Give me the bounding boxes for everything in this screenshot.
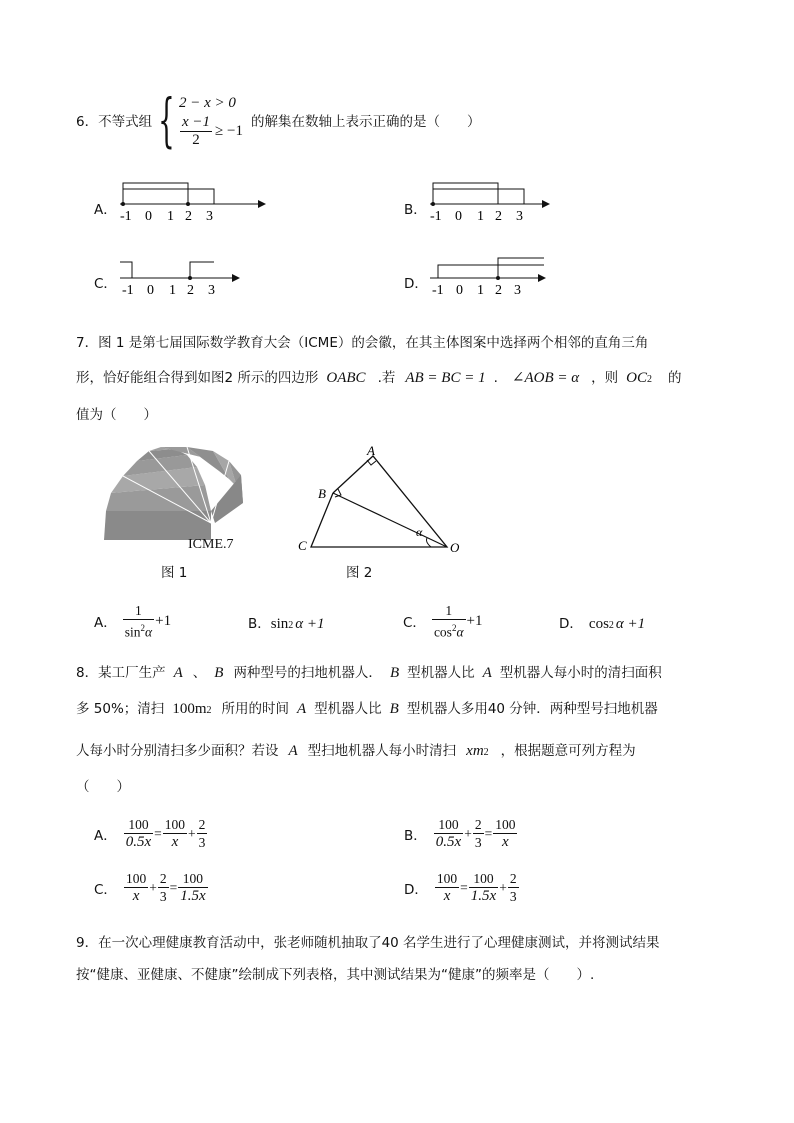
q6-a-bracket-1 <box>123 183 188 204</box>
q6-b-bracket-2 <box>433 189 524 204</box>
q7-a-den-power: 2 <box>140 623 146 633</box>
q7-line-1: 7．图 1 是第七届国际数学教育大会（ICME）的会徽，在其主体图案中选择两个相邻的直角三角 <box>76 335 649 351</box>
q6-a-tick-0: 0 <box>145 209 152 224</box>
q8-line-4: （ ） <box>76 779 130 795</box>
q8-b-frac-2 <box>473 816 484 851</box>
q6-c-bracket-right <box>190 262 214 278</box>
q8-d-f3-num: 2 <box>509 871 517 886</box>
q8-l3-xm: xm <box>466 743 484 759</box>
q7-option-a[interactable] <box>94 602 171 641</box>
q7-quad-name: OABC <box>326 370 366 386</box>
q8-b-f2-den: 3 <box>474 835 482 850</box>
q8-l1-e: 型机器人每小时的清扫面积 <box>499 665 662 681</box>
q7-a-den-func: sin <box>124 624 141 640</box>
q8-l2-B: B <box>389 701 399 717</box>
q8-option-d[interactable] <box>404 870 520 905</box>
q6-fraction <box>180 114 212 149</box>
q8-c-f1-num: 100 <box>125 871 147 886</box>
q8-option-d-label: D． <box>404 881 428 898</box>
q8-b-f2-num: 2 <box>474 817 482 832</box>
q6-b-tick-m1: -1 <box>430 209 442 224</box>
q8-option-c-label: C． <box>94 881 117 898</box>
q8-c-f2-den: 3 <box>159 889 167 904</box>
q6-d-tick-1: 1 <box>477 283 484 298</box>
q6-a-tick-1: 1 <box>167 209 174 224</box>
emblem-triangle-1 <box>104 511 211 540</box>
q8-l3-xm-sq: 2 <box>483 747 489 758</box>
q6-relation: ≥ −1 <box>215 122 243 139</box>
q8-d-f3-den: 3 <box>509 889 517 904</box>
q6-c-arrowhead <box>232 274 240 282</box>
q6-a-bracket-2 <box>123 189 214 204</box>
q8-c-f2-num: 2 <box>159 871 167 886</box>
q6-c-tick-m1: -1 <box>122 283 134 298</box>
q8-l3-a: 人每小时分别清扫多少面积？若设 <box>76 743 279 759</box>
q8-b-f1-num: 100 <box>434 816 463 834</box>
q8-l2-b: 所用的时间 <box>221 701 289 717</box>
q7-a-num: 1 <box>123 602 154 620</box>
q8-c-eq: = <box>169 879 178 895</box>
angle-alpha-label: α <box>416 525 423 539</box>
q8-l3-b: 型扫地机器人每小时清扫 <box>307 743 457 759</box>
q6-option-b-label: B． <box>404 202 427 218</box>
q6-b-tick-2: 2 <box>495 209 502 224</box>
q6-c-tick-1: 1 <box>169 283 176 298</box>
q8-option-c[interactable] <box>94 870 209 905</box>
q8-l2-A: A <box>296 701 307 717</box>
q6-option-c-label: C． <box>94 276 117 292</box>
q7-c-num: 1 <box>432 602 466 620</box>
q7-a-den-alpha: α <box>145 624 153 640</box>
q7-figure-2-label: 图 2 <box>346 565 373 581</box>
q7-d-func: cos <box>588 616 609 632</box>
point-A-label: A <box>367 443 375 458</box>
q7-c-tail: +1 <box>466 612 483 629</box>
q8-l1-B: B <box>214 665 224 681</box>
q7-option-b-label: B． <box>248 616 271 632</box>
q8-a-f2-den: x <box>171 834 179 850</box>
q7-eq-angle: ∠AOB = α <box>511 370 580 386</box>
q6-b-bracket-1 <box>433 183 498 204</box>
q7-b-power: 2 <box>288 620 294 631</box>
q6-option-a-label: A． <box>94 202 117 218</box>
q9-line-1: 9．在一次心理健康教育活动中，张老师随机抽取了40 名学生进行了心理健康测试，并将测试结果 <box>76 935 660 951</box>
q7-figure-1-emblem <box>101 443 251 543</box>
q8-l3-A: A <box>288 743 298 759</box>
q8-a-f1-num: 100 <box>124 816 153 834</box>
q8-b-plus: + <box>464 825 472 841</box>
q6-b-tick-0: 0 <box>455 209 462 224</box>
q6-c-tick-0: 0 <box>147 283 154 298</box>
q7-line-3: 值为（ ） <box>76 407 157 423</box>
q6-d-tick-2: 2 <box>495 283 502 298</box>
q8-option-a-label: A． <box>94 827 117 844</box>
q6-a-tick-m1: -1 <box>120 209 132 224</box>
q6-d-dot-right <box>496 276 500 280</box>
q8-l2-c: 型机器人比 <box>314 701 382 717</box>
q6-b-tick-3: 3 <box>516 209 523 224</box>
q6-number-line-d <box>424 254 584 304</box>
q6-d-bracket-1 <box>438 265 544 278</box>
q7-option-a-fraction <box>123 602 154 641</box>
q8-l1-a: 8．某工厂生产 <box>76 665 166 681</box>
q7-figure-1-label: 图 1 <box>161 565 188 581</box>
q7-d-tail: α +1 <box>615 616 646 632</box>
q8-line-1 <box>76 661 662 682</box>
q7-line2-text-c: ，则 <box>591 370 619 386</box>
q8-l2-a: 多 50%；清扫 <box>76 701 165 717</box>
q7-c-den-power: 2 <box>451 623 457 633</box>
q6-number-line-a <box>114 180 274 230</box>
point-B-label: B <box>318 486 326 501</box>
q8-l3-c: ，根据题意可列方程为 <box>500 743 636 759</box>
q7-d-power: 2 <box>608 620 614 631</box>
q7-figure-1-caption: ICME.7 <box>188 537 234 552</box>
q6-a-arrowhead <box>258 200 266 208</box>
q7-line2-text-d: 的 <box>667 370 682 386</box>
q6-fraction-den: 2 <box>192 131 200 148</box>
q7-option-a-label: A． <box>94 615 117 632</box>
q8-b-frac-1 <box>434 816 463 851</box>
q6-system-brace: { <box>158 86 175 154</box>
q8-d-f2-den: 1.5x <box>470 888 497 904</box>
q8-a-frac-1 <box>124 816 153 851</box>
q6-c-bracket-left <box>120 262 132 278</box>
q8-a-f3-den: 3 <box>198 835 206 850</box>
q8-a-f3-num: 2 <box>198 817 206 832</box>
q8-b-frac-3 <box>493 816 517 851</box>
q8-c-f3-num: 100 <box>178 870 207 888</box>
point-C-label: C <box>298 538 307 553</box>
q6-option-d-label: D． <box>404 276 428 292</box>
q7-oc: OC <box>626 370 647 386</box>
q8-a-f1-den: 0.5x <box>125 834 152 850</box>
q6-number-text: 6．不等式组 <box>76 114 153 130</box>
q8-line-3 <box>76 739 636 760</box>
q6-a-tick-2: 2 <box>185 209 192 224</box>
quad-outline <box>311 456 447 547</box>
q8-a-frac-2 <box>163 816 187 851</box>
q6-a-dot-left <box>121 202 125 206</box>
point-O-label: O <box>450 540 460 555</box>
q6-b-tick-1: 1 <box>477 209 484 224</box>
q7-eq-ab-bc: AB = BC = 1 <box>405 370 486 386</box>
q7-c-den-func: cos <box>433 624 452 640</box>
q6-d-bracket-2 <box>498 258 544 278</box>
q7-option-d[interactable] <box>559 612 645 633</box>
q8-d-f1-den: x <box>443 888 451 904</box>
emblem-triangle-11 <box>211 475 243 523</box>
q8-c-frac-1 <box>124 870 148 905</box>
q8-option-b-label: B． <box>404 827 427 844</box>
q8-option-a[interactable] <box>94 816 208 851</box>
q8-a-frac-3 <box>197 816 208 851</box>
q7-option-b[interactable] <box>248 612 325 633</box>
q8-option-b[interactable] <box>404 816 518 851</box>
q8-c-plus: + <box>149 879 157 895</box>
q6-a-dot-right <box>186 202 190 206</box>
q7-a-tail: +1 <box>155 612 172 629</box>
q7-option-c-fraction <box>432 602 466 641</box>
q8-a-f2-num: 100 <box>164 817 186 832</box>
q8-line-2 <box>76 697 658 718</box>
q6-b-arrowhead <box>542 200 550 208</box>
q7-line2-text-b: .若 <box>377 370 396 386</box>
q6-stem <box>76 86 481 154</box>
q8-b-f3-den: x <box>501 834 509 850</box>
q9-line-2: 按“健康、亚健康、不健康”绘制成下列表格，其中测试结果为“健康”的频率是（ ）. <box>76 967 595 983</box>
q6-inequality-2 <box>179 114 243 149</box>
q8-l2-area: 100m <box>172 701 207 717</box>
q8-l2-area-sq: 2 <box>206 705 212 716</box>
q8-c-frac-3 <box>178 870 207 905</box>
q8-d-eq: = <box>460 879 468 895</box>
q8-l1-b: 、 <box>192 665 207 681</box>
q6-d-tick-0: 0 <box>456 283 463 298</box>
q6-number-line-b <box>424 180 584 230</box>
q7-b-tail: α +1 <box>295 616 325 632</box>
q6-d-tick-3: 3 <box>514 283 521 298</box>
q6-fraction-num: x −1 <box>182 113 211 130</box>
q6-tail-text: 的解集在数轴上表示正确的是（ ） <box>250 114 481 130</box>
q7-option-c-label: C． <box>403 615 426 632</box>
q7-oc-square: 2 <box>646 374 652 385</box>
q8-l1-c: 两种型号的扫地机器人． <box>233 665 382 681</box>
q6-c-tick-3: 3 <box>208 283 215 298</box>
q7-figure-2-diagram <box>295 442 465 557</box>
q8-c-f1-den: x <box>132 888 140 904</box>
q7-line2-text-a: 形，恰好能组合得到如图2 所示的四边形 <box>76 370 319 386</box>
q6-number-line-c <box>114 254 274 304</box>
q6-b-dot-left <box>431 202 435 206</box>
q8-d-frac-2 <box>469 870 498 905</box>
q8-d-f2-num: 100 <box>469 870 498 888</box>
q8-d-frac-3 <box>508 870 519 905</box>
q7-line-2 <box>76 366 681 387</box>
q6-inequality-1: 2 − x > 0 <box>179 94 236 111</box>
q7-option-d-label: D． <box>559 616 583 632</box>
q8-d-frac-1 <box>435 870 459 905</box>
q8-l1-B2: B <box>389 665 400 681</box>
q8-c-f3-den: 1.5x <box>180 888 206 904</box>
q6-d-tick-m1: -1 <box>432 283 444 298</box>
q8-b-f3-num: 100 <box>495 817 516 832</box>
q8-b-eq: = <box>484 825 493 841</box>
q7-sep: . <box>493 370 498 386</box>
q8-d-plus: + <box>499 879 507 895</box>
q8-l1-A: A <box>173 665 183 681</box>
q7-c-den <box>432 620 466 641</box>
q8-l2-d: 型机器人多用40 分钟．两种型号扫地机器 <box>406 701 658 717</box>
q8-b-f1-den: 0.5x <box>435 834 462 850</box>
q7-b-func: sin <box>270 616 289 632</box>
q8-l1-d: 型机器人比 <box>407 665 475 681</box>
q6-a-tick-3: 3 <box>206 209 213 224</box>
q6-c-dot-right <box>188 276 192 280</box>
q8-d-f1-num: 100 <box>436 871 458 886</box>
q8-a-plus: + <box>188 825 196 841</box>
q8-a-eq: = <box>154 825 162 841</box>
segment-BO <box>333 493 447 547</box>
q6-system <box>179 92 243 149</box>
q6-d-arrowhead <box>538 274 546 282</box>
q7-c-den-alpha: α <box>456 624 464 640</box>
q8-l1-A2: A <box>482 665 492 681</box>
q8-c-frac-2 <box>158 870 169 905</box>
q6-c-tick-2: 2 <box>187 283 194 298</box>
q7-option-c[interactable] <box>403 602 483 641</box>
q7-a-den <box>123 620 154 641</box>
